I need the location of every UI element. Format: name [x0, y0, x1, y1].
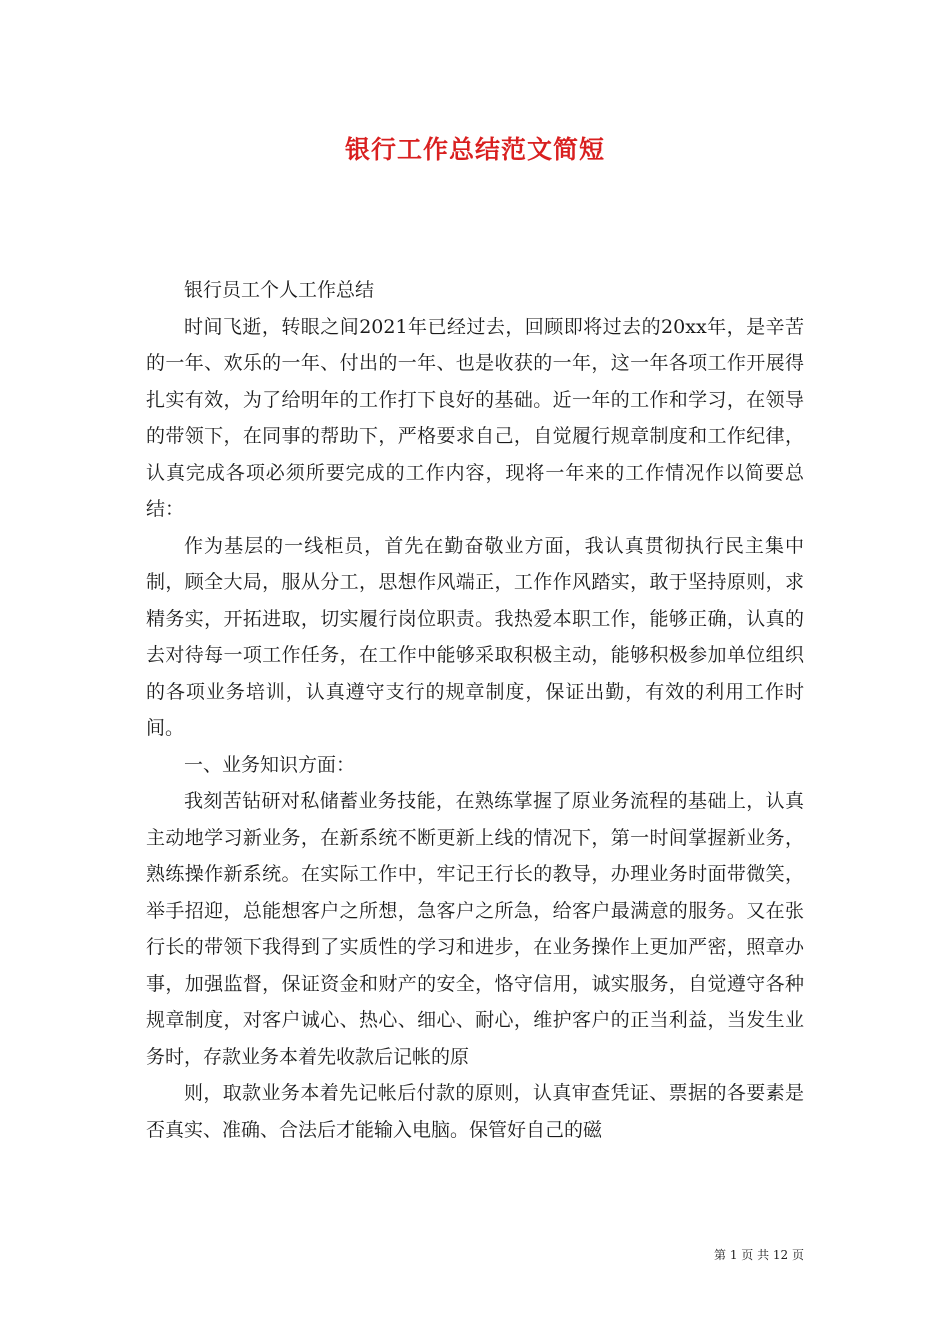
- page-title: 银行工作总结范文简短: [344, 135, 605, 164]
- paragraph: 银行员工个人工作总结: [184, 279, 375, 301]
- paragraph: 时间飞逝，转眼之间2021年已经过去，回顾即将过去的20xx年，是辛苦的一年、欢乐的一年、付出的一年、也是收获的一年，这一年各项工作开展得扎实有效，为了给明年的工作打下良好的基础。近一年的工作和学习，在领导的带领下，在同事的帮助下，严格要求自己，自觉履行规章制度和工作纪律，认真完成各项必须所要完成的工作内容，现将一年来的工作情况作以简要总结：: [146, 315, 804, 520]
- page-number-footer: 第 1 页 共 12 页: [714, 1248, 804, 1262]
- document-body: [146, 272, 804, 1148]
- paragraph: 我刻苦钻研对私储蓄业务技能，在熟练掌握了原业务流程的基础上，认真主动地学习新业务，在新系统不断更新上线的情况下，第一时间掌握新业务，熟练操作新系统。在实际工作中，牢记王行长的教导，办理业务时面带微笑，举手招迎，总能想客户之所想，急客户之所急，给客户最满意的服务。又在张行长的带领下我得到了实质性的学习和进步，在业务操作上更加严密，照章办事，加强监督，保证资金和财产的安全，恪守信用，诚实服务，自觉遵守各种规章制度，对客户诚心、热心、细心、耐心，维护客户的正当利益，当发生业务时，存款业务本着先收款后记帐的原: [146, 790, 804, 1068]
- paragraph: 一、业务知识方面：: [184, 753, 356, 776]
- paragraph: 则，取款业务本着先记帐后付款的原则，认真审查凭证、票据的各要素是否真实、准确、合法后才能输入电脑。保管好自己的磁: [146, 1082, 804, 1141]
- paragraph: 作为基层的一线柜员，首先在勤奋敬业方面，我认真贯彻执行民主集中制，顾全大局，服从分工，思想作风端正，工作作风踏实，敢于坚持原则，求精务实，开拓进取，切实履行岗位职责。我热爱本职工作，能够正确，认真的去对待每一项工作任务，在工作中能够采取积极主动，能够积极参加单位组织的各项业务培训，认真遵守支行的规章制度，保证出勤，有效的利用工作时间。: [146, 534, 804, 739]
